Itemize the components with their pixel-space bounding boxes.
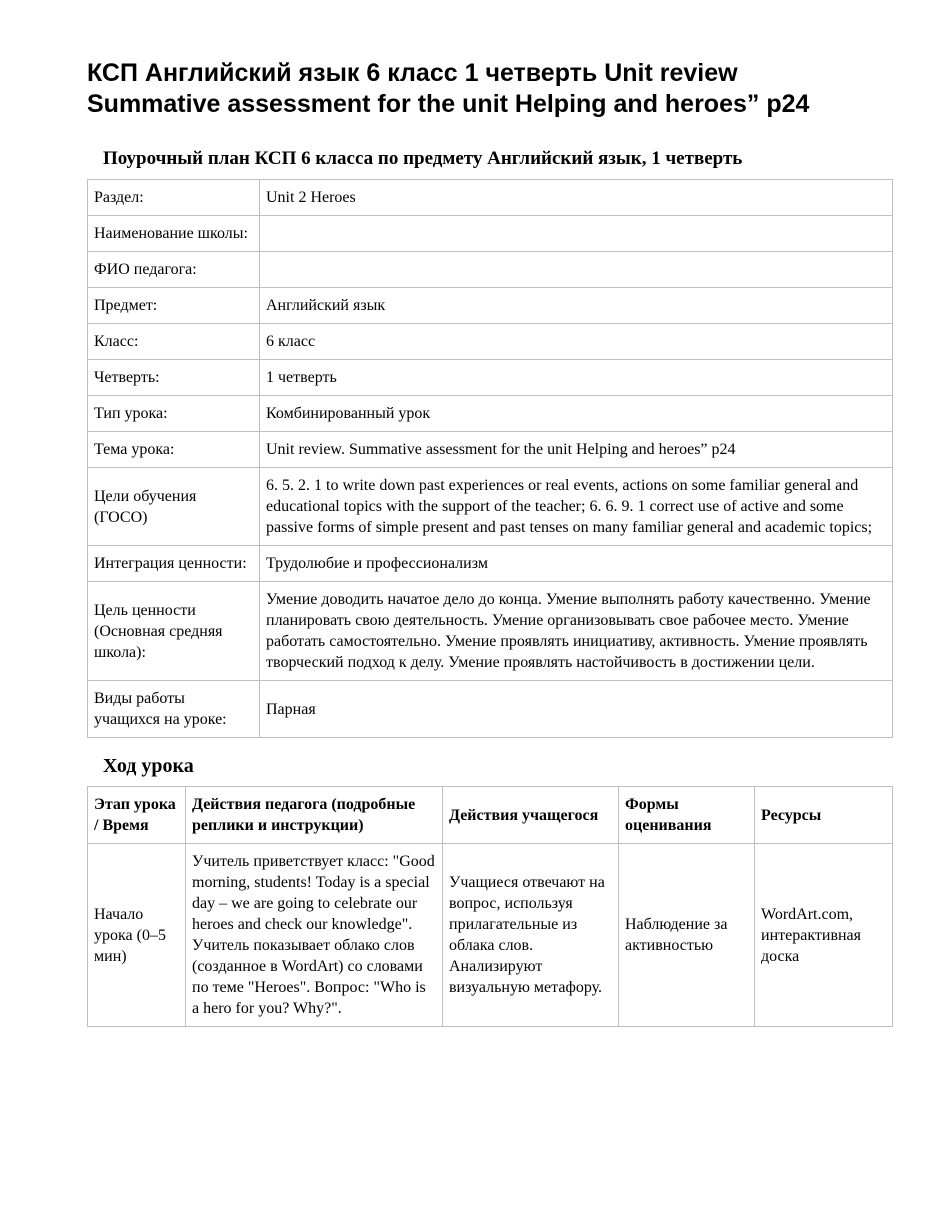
plan-subtitle: Поурочный план КСП 6 класса по предмету Английский язык, 1 четверть [103,148,743,169]
row-value: 1 четверть [260,360,893,396]
lesson-plan-info-table [87,179,893,738]
row-value: Unit review. Summative assessment for the unit Helping and heroes” p24 [260,432,893,468]
row-label: Тема урока: [88,432,260,468]
document-page [87,58,893,1027]
row-label: Цели обучения (ГОСО) [88,468,260,546]
row-label: ФИО педагога: [88,252,260,288]
row-value: 6 класс [260,324,893,360]
header-student-actions: Действия учащегося [443,787,619,844]
row-label: Класс: [88,324,260,360]
row-label: Тип урока: [88,396,260,432]
title-line-1: КСП Английский язык 6 класс 1 четверть Unit review [87,59,738,87]
cell-student-actions: Учащиеся отвечают на вопрос, используя прилагательные из облака слов. Анализируют визуальную метафору. [443,844,619,1027]
table-row [88,432,893,468]
row-value: Умение доводить начатое дело до конца. Умение выполнять работу качественно. Умение планировать свою деятельность. Умение организовывать свое рабочее место. Умение работать самостоятельно. Умение проявлять инициативу, активность. Умение проявлять творческий подход к делу. Умение проявлять настойчивость в достижении цели. [260,582,893,681]
document-title [87,58,893,120]
row-label: Наименование школы: [88,216,260,252]
lesson-section-title: Ход урока [103,755,194,777]
header-teacher-actions: Действия педагога (подробные реплики и инструкции) [186,787,443,844]
row-value: Английский язык [260,288,893,324]
row-label: Интеграция ценности: [88,546,260,582]
header-stage: Этап урока / Время [88,787,186,844]
table-header-row [88,787,893,844]
row-value: Парная [260,681,893,738]
table-row [88,582,893,681]
cell-teacher-actions: Учитель приветствует класс: "Good morning, students! Today is a special day – we are going to celebrate our heroes and check our knowledge". Учитель показывает облако слов (созданное в WordArt) со словами по теме "Heroes". Вопрос: "Who is a hero for you? Why?". [186,844,443,1027]
row-value: Комбинированный урок [260,396,893,432]
cell-stage: Начало урока (0–5 мин) [88,844,186,1027]
lesson-flow-table [87,786,893,1027]
header-assessment: Формы оценивания [619,787,755,844]
table-row [88,468,893,546]
title-line-2: Summative assessment for the unit Helping and heroes” p24 [87,90,810,118]
table-row [88,681,893,738]
table-row [88,396,893,432]
row-label: Четверть: [88,360,260,396]
row-label: Раздел: [88,180,260,216]
cell-resources: WordArt.com, интерактивная доска [755,844,893,1027]
row-label: Предмет: [88,288,260,324]
cell-assessment: Наблюдение за активностью [619,844,755,1027]
table-row [88,180,893,216]
header-resources: Ресурсы [755,787,893,844]
row-value: Unit 2 Heroes [260,180,893,216]
row-label: Виды работы учащихся на уроке: [88,681,260,738]
row-label: Цель ценности (Основная средняя школа): [88,582,260,681]
row-value [260,252,893,288]
table-row [88,844,893,1027]
table-row [88,288,893,324]
table-row [88,360,893,396]
table-row [88,324,893,360]
table-row [88,252,893,288]
table-row [88,216,893,252]
table-row [88,546,893,582]
row-value: Трудолюбие и профессионализм [260,546,893,582]
row-value [260,216,893,252]
row-value: 6. 5. 2. 1 to write down past experiences or real events, actions on some familiar general and educational topics with the support of the teacher; 6. 6. 9. 1 correct use of active and some passive forms of simple present and past tenses on many familiar general and academic topics; [260,468,893,546]
